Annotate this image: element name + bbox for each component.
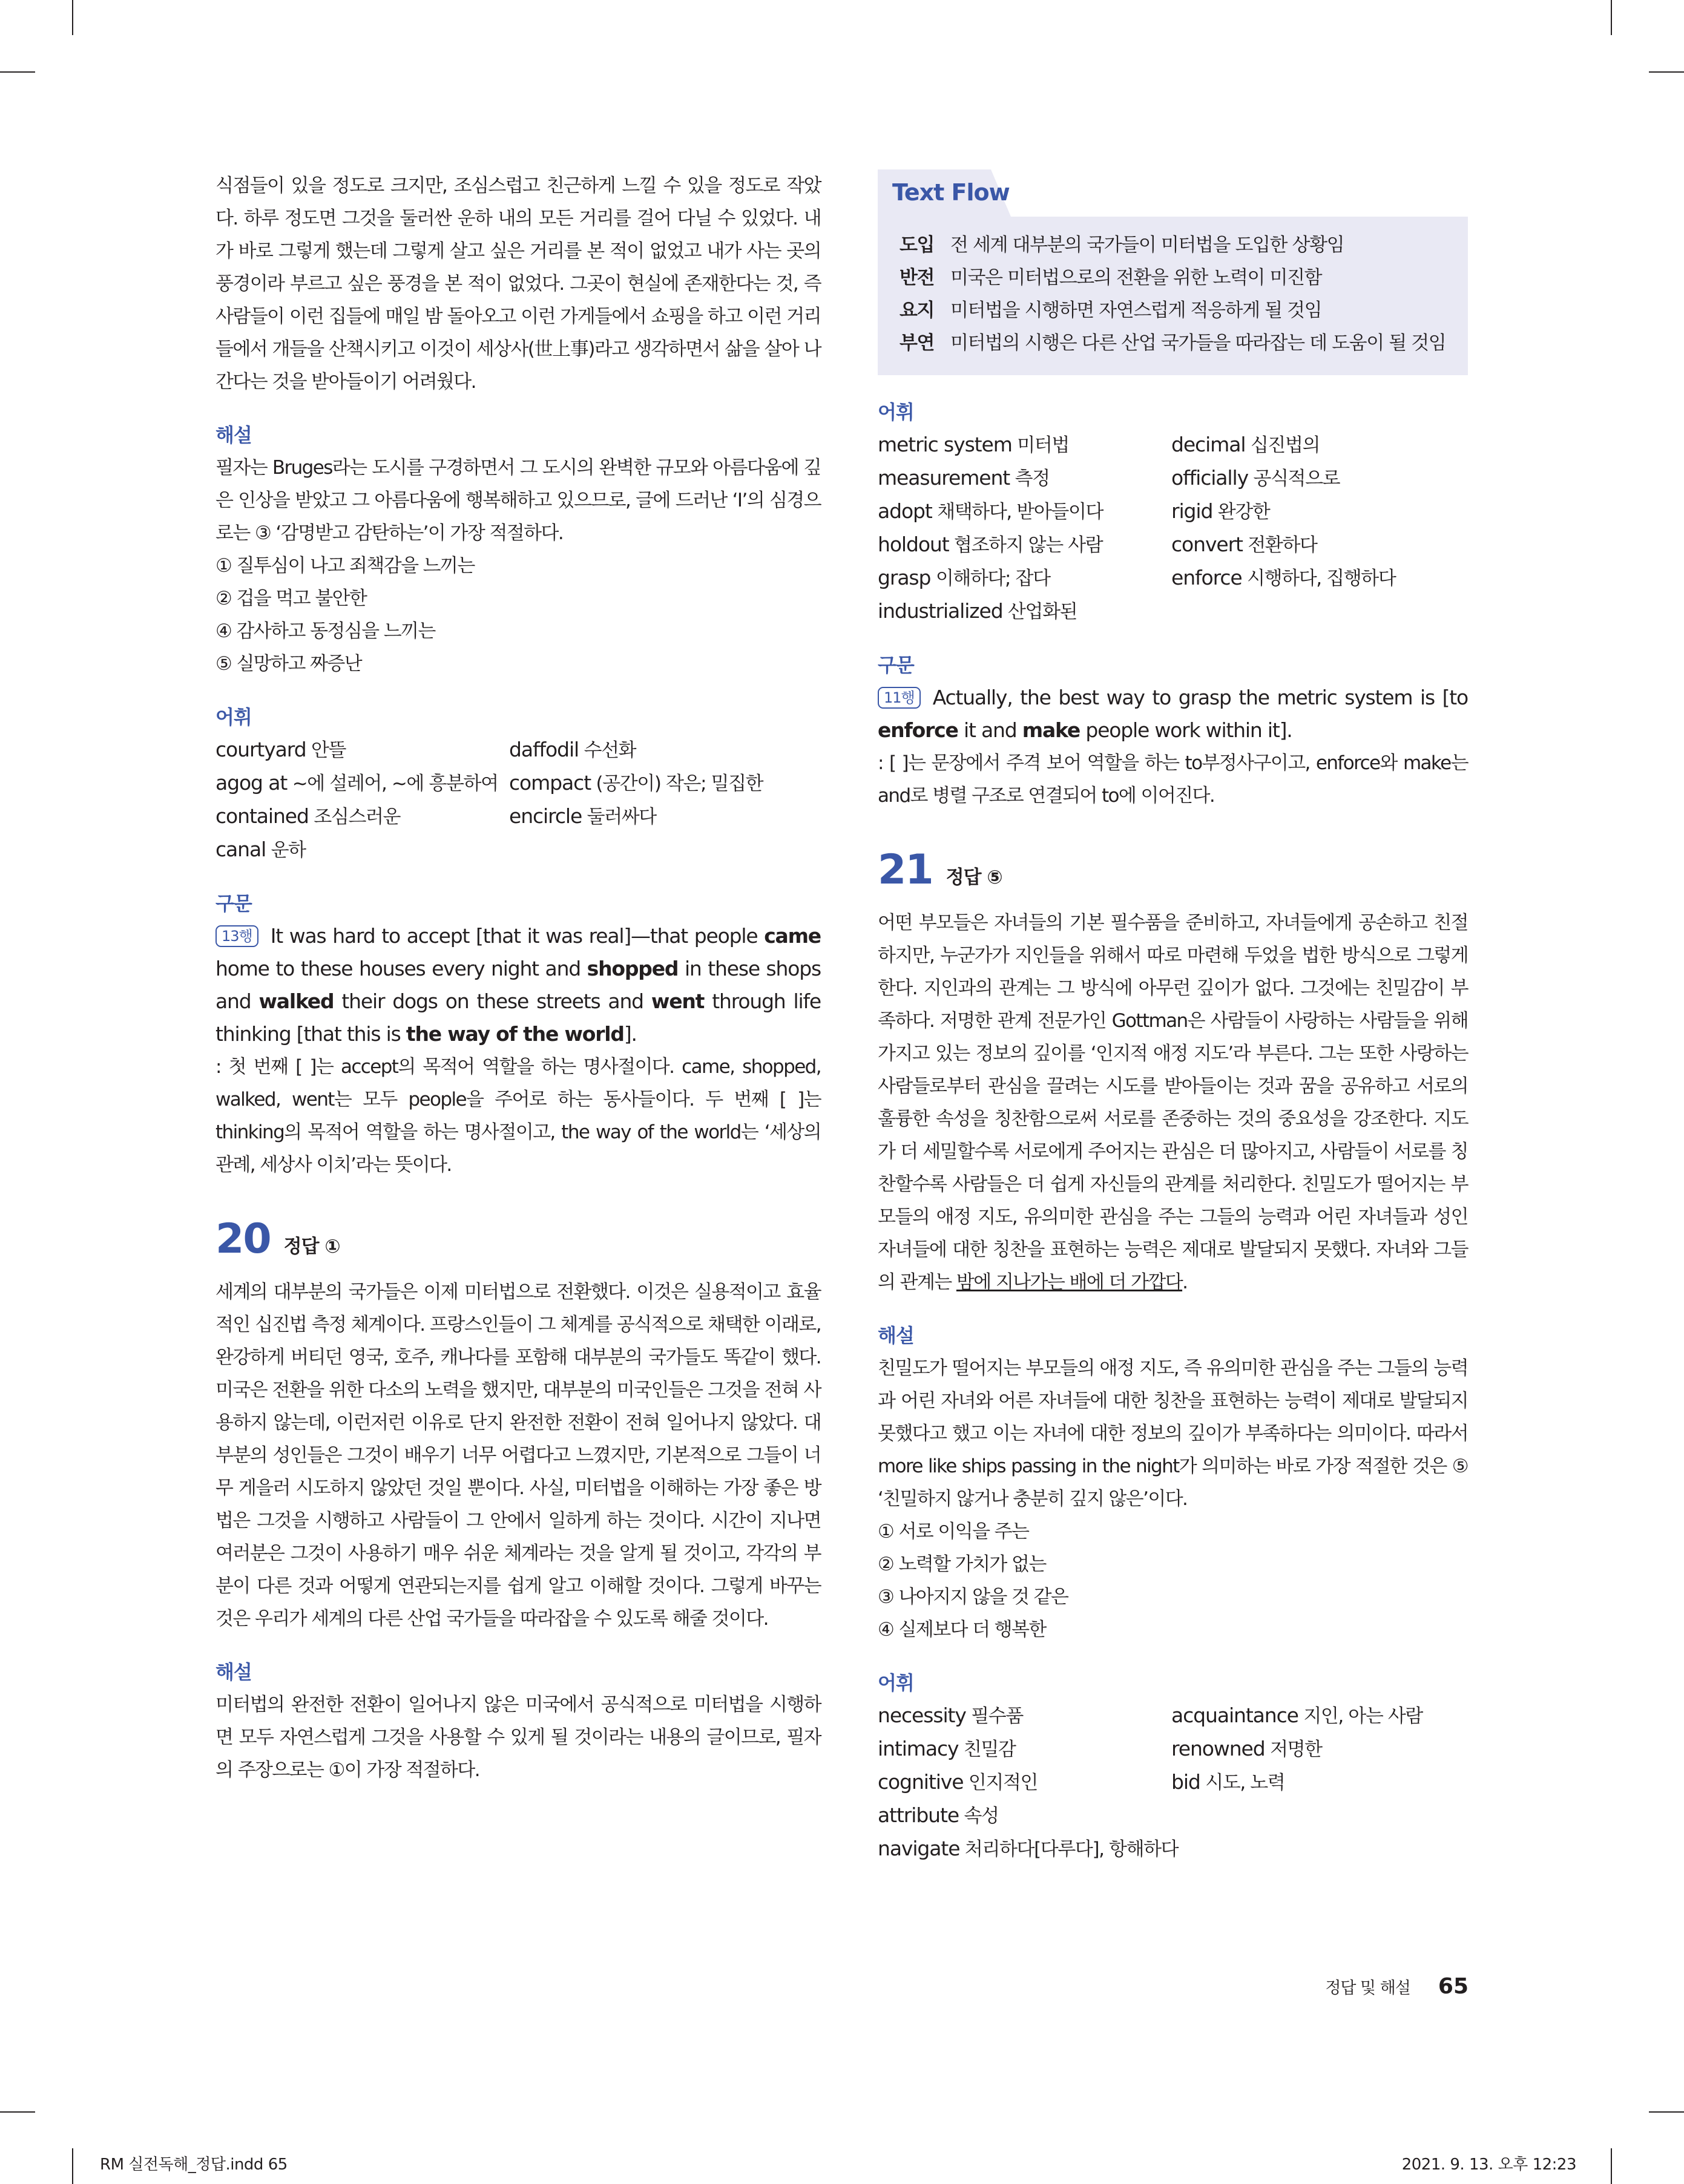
crop-mark (1611, 0, 1612, 35)
crop-mark (0, 2111, 35, 2113)
vocab-item: contained 조심스러운 (215, 804, 401, 828)
vocab-list (215, 733, 821, 867)
question-number: 21 (878, 846, 933, 894)
question-header (215, 1215, 821, 1276)
explain-heading: 해설 (878, 1324, 914, 1347)
question-header (878, 846, 1468, 907)
vocab-item: attribute 속성 (878, 1803, 999, 1827)
vocab-heading: 어휘 (878, 401, 914, 424)
right-column (878, 169, 1468, 1866)
choice-2: ② 겁을 먹고 불안한 (215, 588, 367, 609)
section-label: 정답 및 해설 (1325, 1979, 1410, 1998)
vocab-item: necessity 필수품 (878, 1704, 1023, 1727)
crop-mark (1649, 2111, 1684, 2113)
text-flow-row: 부연 미터법의 시행은 다른 산업 국가들을 따라잡는 데 도움이 될 것임 (900, 332, 1446, 354)
vocab-item: compact (공간이) 작은; 밀집한 (509, 771, 763, 795)
explain-heading: 해설 (215, 424, 252, 447)
text-flow-box (878, 217, 1468, 375)
crop-mark (0, 71, 35, 73)
page-footer (1325, 1974, 1469, 1999)
vocab-item: intimacy 친밀감 (878, 1737, 1016, 1760)
vocab-list (878, 428, 1468, 628)
vocab-item: measurement 측정 (878, 466, 1050, 490)
choice-5: ⑤ 실망하고 짜증난 (215, 653, 362, 675)
choice-1: ① 질투심이 나고 죄책감을 느끼는 (215, 555, 475, 577)
choice-1: ① 서로 이익을 주는 (878, 1521, 1029, 1543)
vocab-list (878, 1699, 1468, 1866)
syntax-sentence: 11행 Actually, the best way to grasp the metric system is [to enforce it and make people work within it]. (878, 686, 1468, 742)
text-flow-row: 반전 미국은 미터법으로의 전환을 위한 노력이 미진함 (900, 267, 1322, 289)
explain-heading: 해설 (215, 1661, 252, 1684)
vocab-item: courtyard 안뜰 (215, 738, 346, 761)
text-flow-header (878, 169, 1468, 217)
vocab-item: renowned 저명한 (1171, 1737, 1322, 1760)
choice-4: ④ 감사하고 동정심을 느끼는 (215, 620, 435, 642)
vocab-item: rigid 완강한 (1171, 499, 1270, 523)
choice-3: ③ 나아지지 않을 것 같은 (878, 1586, 1068, 1608)
syntax-sentence: 13행 It was hard to accept [that it was real]—that people came home to these houses every night and shopped in these shops and walked their dogs on these streets and went through life thinking [that this is the way of the world]. (215, 924, 821, 1046)
q21-translation: 어떤 부모들은 자녀들의 기본 필수품을 준비하고, 자녀들에게 공손하고 친절하지만, 누군가가 지인들을 위해서 따로 마련해 두었을 법한 방식으로 그렇게 한다. 지인과의 관계는 그 방식에 아무런 깊이가 없다. 그것에는 친밀감이 부족하다. 저명한 관계 전문가인 Gottman은 사람들이 사랑하는 사람들을 위해 가지고 있는 정보의 깊이를 ‘인지적 애정 지도’라 부른다. 그는 또한 사랑하는 사람들로부터 관심을 끌려는 시도를 받아들이는 것과 꿈을 공유하고 서로의 훌륭한 속성을 칭찬함으로써 서로를 존중하는 것의 중요성을 강조한다. 지도가 더 세밀할수록 서로에게 주어지는 관심은 더 많아지고, 사람들이 서로를 칭찬할수록 사람들은 더 쉽게 자신들의 관계를 처리한다. 친밀도가 떨어지는 부모들의 애정 지도, 유의미한 관심을 주는 그들의 능력과 어린 자녀들과 성인 자녀들에 대한 칭찬을 표현하는 능력은 제대로 발달되지 못했다. 자녀와 그들의 관계는 밤에 지나가는 배에 더 가깝다. (878, 912, 1468, 1293)
vocab-item: encircle 둘러싸다 (509, 804, 656, 828)
vocab-heading: 어휘 (878, 1671, 914, 1694)
syntax-note: : [ ]는 문장에서 주격 보어 역할을 하는 to부정사구이고, enforce와 make는 and로 병렬 구조로 연결되어 to에 이어진다. (878, 752, 1468, 807)
vocab-heading: 어휘 (215, 706, 252, 729)
vocab-item: officially 공식적으로 (1171, 466, 1340, 490)
vocab-item: metric system 미터법 (878, 433, 1069, 456)
vocab-item: acquaintance 지인, 아는 사람 (1171, 1704, 1423, 1727)
vocab-item: decimal 십진법의 (1171, 433, 1320, 456)
vocab-item: adopt 채택하다, 받아들이다 (878, 499, 1103, 523)
q21-explain: 친밀도가 떨어지는 부모들의 애정 지도, 즉 유의미한 관심을 주는 그들의 능력과 어린 자녀와 어른 자녀들에 대한 칭찬을 표현하는 능력이 제대로 발달되지 못했다고 했고 이는 자녀에 대한 정보의 깊이가 부족하다는 의미이다. 따라서 more like ships passing in the night가 의미하는 바로 가장 적절한 것은 ⑤ ‘친밀하지 않거나 충분히 깊지 않은’이다. (878, 1357, 1468, 1510)
vocab-item: bid 시도, 노력 (1171, 1770, 1285, 1794)
crop-mark (72, 2148, 73, 2184)
crop-mark (72, 0, 73, 35)
crop-mark (1649, 71, 1684, 73)
page-number: 65 (1438, 1974, 1469, 1999)
vocab-item: holdout 협조하지 않는 사람 (878, 533, 1103, 556)
choice-4: ④ 실제보다 더 행복한 (878, 1619, 1046, 1641)
slug-date: 2021. 9. 13. 오후 12:23 (1401, 2156, 1576, 2174)
vocab-item: navigate 처리하다[다루다], 항해하다 (878, 1837, 1179, 1860)
q20-explain: 미터법의 완전한 전환이 일어나지 않은 미국에서 공식적으로 미터법을 시행하면 모두 자연스럽게 그것을 사용할 수 있게 될 것이라는 내용의 글이므로, 필자의 주장으로는 ①이 가장 적절하다. (215, 1694, 821, 1781)
line-tag: 11행 (878, 687, 921, 709)
vocab-item: industrialized 산업화된 (878, 599, 1077, 623)
vocab-item: grasp 이해하다; 잡다 (878, 566, 1050, 589)
left-column (215, 169, 821, 1786)
syntax-note: : 첫 번째 [ ]는 accept의 목적어 역할을 하는 명사절이다. came, shopped, walked, went는 모두 people을 주어로 하는 동사들이다. 두 번째 [ ]는 thinking의 목적어 역할을 하는 명사절이고, the way of the world는 ‘세상의 관례, 세상사 이치’라는 뜻이다. (215, 1056, 821, 1176)
q19-translation-end: 식점들이 있을 정도로 크지만, 조심스럽고 친근하게 느낄 수 있을 정도로 작았다. 하루 정도면 그것을 둘러싼 운하 내의 모든 거리를 걸어 다닐 수 있었다. 내가 바로 그렇게 했는데 그렇게 살고 싶은 거리를 본 적이 없었고 내가 사는 곳의 풍경이라 부르고 싶은 풍경을 본 적이 없었다. 그곳이 현실에 존재한다는 것, 즉 사람들이 이런 집들에 매일 밤 돌아오고 이런 가게들에서 쇼핑을 하고 이런 거리들에서 개들을 산책시키고 이것이 세상사(世上事)라고 생각하면서 삶을 살아 나간다는 것을 받아들이기 어려웠다. (215, 175, 821, 393)
q20-translation: 세계의 대부분의 국가들은 이제 미터법으로 전환했다. 이것은 실용적이고 효율적인 십진법 측정 체계이다. 프랑스인들이 그 체계를 공식적으로 채택한 이래로, 완강하게 버티던 영국, 호주, 캐나다를 포함해 대부분의 국가들도 똑같이 했다. 미국은 전환을 위한 다소의 노력을 했지만, 대부분의 미국인들은 그것을 전혀 사용하지 않는데, 이런저런 이유로 단지 완전한 전환이 전혀 일어나지 않았다. 대부분의 성인들은 그것이 배우기 너무 어렵다고 느꼈지만, 기본적으로 그들이 너무 게을러 시도하지 않았던 것일 뿐이다. 사실, 미터법을 이해하는 가장 좋은 방법은 그것을 시행하고 사람들이 그 안에서 일하게 하는 것이다. 시간이 지나면 여러분은 그것이 사용하기 매우 쉬운 체계라는 것을 알게 될 것이고, 각각의 부분이 다른 것과 어떻게 연관되는지를 쉽게 알고 이해할 것이다. 그렇게 바꾸는 것은 우리가 세계의 다른 산업 국가들을 따라잡을 수 있도록 해줄 것이다. (215, 1281, 821, 1630)
vocab-item: agog at ~에 설레어, ~에 흥분하여 (215, 771, 498, 795)
vocab-item (1171, 1799, 1468, 1832)
crop-mark (1611, 2148, 1612, 2184)
explain-text: 필자는 Bruges라는 도시를 구경하면서 그 도시의 완벽한 규모와 아름다움에 깊은 인상을 받았고 그 아름다움에 행복해하고 있으므로, 글에 드러난 ‘I’의 심경으로는 ③ ‘감명받고 감탄하는’이 가장 적절하다. (215, 457, 821, 544)
vocab-item: canal 운하 (215, 838, 306, 861)
underlined-phrase: 밤에 지나가는 배에 더 가깝다 (956, 1271, 1183, 1293)
choice-2: ② 노력할 가치가 없는 (878, 1553, 1046, 1575)
syntax-heading: 구문 (878, 654, 914, 677)
text-flow-row: 도입 전 세계 대부분의 국가들이 미터법을 도입한 상황임 (900, 234, 1344, 256)
line-tag: 13행 (215, 925, 258, 947)
vocab-item: convert 전환하다 (1171, 533, 1317, 556)
text-flow-row: 요지 미터법을 시행하면 자연스럽게 적응하게 될 것임 (900, 300, 1322, 321)
answer-label: 정답 ⑤ (946, 867, 1002, 888)
vocab-item: daffodil 수선화 (509, 738, 636, 761)
text-flow-title: Text Flow (892, 179, 1010, 206)
vocab-item: cognitive 인지적인 (878, 1770, 1038, 1794)
vocab-item: enforce 시행하다, 집행하다 (1171, 566, 1396, 589)
question-number: 20 (215, 1215, 271, 1263)
syntax-heading: 구문 (215, 892, 252, 915)
slug-file: RM 실전독해_정답.indd 65 (100, 2156, 288, 2174)
answer-label: 정답 ① (283, 1236, 340, 1258)
